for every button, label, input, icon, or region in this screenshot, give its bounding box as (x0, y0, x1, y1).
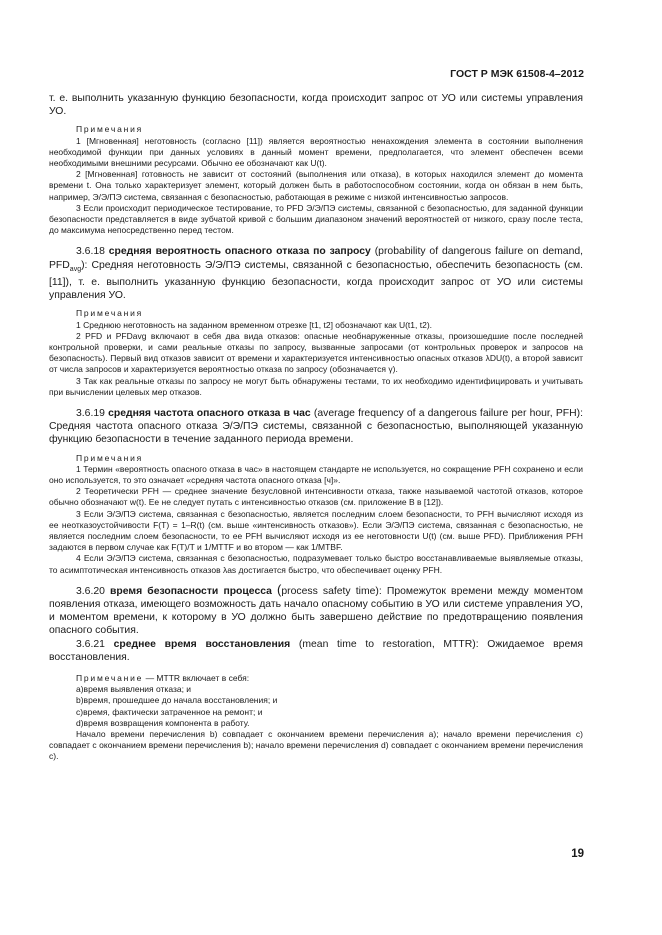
note-paragraph: 2 [Мгновенная] готовность не зависит от состояний (выполнения или отказа), в которых находился элемент до момента времени t. Она только характеризует элемент, который должен быть в работоспособном состоянии, когда он обязан в нем быть, например, Э/Э/ПЭ система, связанная с безопасностью, работающая в режиме с низкой интенсивностью запросов. (49, 169, 583, 202)
list-item: b)время, прошедшее до начала восстановления; и (76, 695, 278, 706)
list-item: a)время выявления отказа; и (76, 684, 192, 695)
term: среднее время восстановления (113, 638, 291, 650)
definition-text: (mean time to restoration, MTTR): Ожидаемое время восстановления. (49, 638, 584, 663)
document-header: ГОСТ Р МЭК 61508-4–2012 (450, 68, 584, 80)
term-english: (probability of dangerous failure on demand, PFD (49, 246, 584, 271)
intro-paragraph: т. е. выполнить указанную функцию безопасности, когда происходит запрос от УО или системы управления УО. (49, 93, 583, 118)
term: средняя частота опасного отказа в час (108, 407, 311, 419)
definition-text: (average frequency of a dangerous failure per hour, PFH): Средняя частота опасного отказа Э/Э/ПЭ системы, связанной с безопасностью, выполняющей указанную функцию безопасности в течение заданного периода времени. (49, 407, 583, 446)
list-item: c)время, фактически затраченное на ремонт; и (76, 706, 263, 717)
note-paragraph: 2 PFD и PFDavg включают в себя два вида отказов: опасные необнаруженные отказы, произошедшие после последней контрольной проверки, и сами реальные отказы по запросу, вызванные запросами (от контрольных проверок и запросов на безопасность). Первый вид отказов зависит от времени и характеризуется интенсивностью опасных отказов λDU(t), а второй зависит от числа запросов и характеризуется вероятностью отказа по запросу (обозначается γ). (49, 330, 583, 375)
definition-text: ): Средняя неготовность Э/Э/ПЭ системы, связанной с безопасностью, обеспечить безопасность (см. [11]), т. е. выполнить указанную функцию безопасности, когда происходит запрос от УО или системы управления УО. (49, 259, 583, 302)
term: средняя вероятность опасного отказа по запросу (108, 246, 371, 258)
note-paragraph: 1 [Мгновенная] неготовность (согласно [11]) является вероятностью ненахождения элемента в состоянии выполнения необходимой функции при данных условиях в данный момент времени, предполагается, что элемент обеспечен всеми необходимыми внешними ресурсами. Обычно ее обозначают как U(t). (49, 135, 583, 169)
subscript: avg (69, 265, 82, 273)
clause-number: 3.6.21 (76, 638, 105, 650)
note-paragraph: 1 Термин «вероятность опасного отказа в час» в настоящем стандарте не используется, но сокращение PFH сохранено и если оно используется, то это означает «средняя частота опасного отказа [ч]». (49, 463, 583, 485)
definition-3-6-20: 3.6.20 время безопасности процесса (process safety time): Промежуток времени между моментом появления отказа, имеющего возможность дать начало опасному событию в УО или системе управления УО, и моментом времени, к которому в УО должно быть завершено действие по предотвращению появления опасного события. (49, 581, 584, 637)
document-body (49, 92, 583, 763)
notes-heading: Примечания (76, 308, 144, 319)
note-paragraph: 4 Если Э/Э/ПЭ система, связанная с безопасностью, подразумевает только быстро восстанавливаемые выявляемые отказы, то асимптотическая интенсивность отказов λas достигается быстро, что обеспечивает оценку PFH. (49, 553, 583, 575)
clause-number: 3.6.18 (76, 246, 105, 258)
clause-number: 3.6.20 (76, 585, 105, 597)
definition-text: process safety time): Промежуток времени между моментом появления отказа, имеющего возможность дать начало опасному событию в УО или системе управления УО, и моментом времени, к которому в УО должно быть завершено действие по предотвращению появления опасного события. (49, 585, 584, 637)
page-number: 19 (571, 848, 584, 860)
definition-3-6-18 (49, 245, 583, 302)
note-paragraph: 3 Если Э/Э/ПЭ система, связанная с безопасностью, является последним слоем безопасности, то PFH вычисляют исходя из ее неотказоустойчивости F(T) = 1–R(t) (см. выше «интенсивность отказов»). Если Э/Э/ПЭ система, связанная с безопасностью, не является последним слоем безопасности, то ее PFH вычисляют исходя из ее неготовности U(t) (см. выше PFD). Приближения PFH задаются в первом случае как F(T)/T и 1/MTTF и во втором — как 1/MTBF. (49, 508, 583, 553)
note-paragraph: 3 Так как реальные отказы по запросу не могут быть обнаружены тестами, то их необходимо идентифицировать и учитывать при вычислении целевых мер отказов. (49, 375, 583, 397)
list-item: d)время возвращения компонента в работу. (76, 717, 250, 728)
note-paragraph: 2 Теоретически PFH — среднее значение безусловной интенсивности отказа, также называемой частотой отказов, которое обычно обозначают w(t). Ее не следует путать с интенсивностью отказов (см. приложение В в [12]). (49, 486, 583, 508)
note-lead: — MTTR включает в себя: (143, 673, 250, 684)
note-paragraph: Начало времени перечисления b) совпадает с окончанием времени перечисления a); начало времени перечисления c) совпадает с окончанием времени перечисления b); начало времени перечисления d) совпадает с окончанием времени перечисления c). (49, 729, 583, 762)
clause-number: 3.6.19 (76, 407, 105, 419)
term: время безопасности процесса (110, 585, 272, 597)
notes-heading: Примечания (76, 452, 144, 463)
notes-heading: Примечания (76, 124, 144, 135)
note-paragraph: 1 Среднюю неготовность на заданном временном отрезке [t1, t2] обозначают как U(t1, t2). (76, 319, 433, 330)
definition-3-6-19 (49, 407, 583, 447)
note-single (49, 673, 583, 684)
notes-heading: Примечание (76, 673, 144, 684)
definition-3-6-21 (49, 638, 583, 664)
note-paragraph: 3 Если происходит периодическое тестирование, то PFD Э/Э/ПЭ системы, связанной с безопасностью, для заданной функции безопасности представляется в виде зубчатой кривой с большим диапазоном значений вероятностей от низкого, сразу после теста, до максимума непосредственно перед тестом. (49, 202, 583, 236)
